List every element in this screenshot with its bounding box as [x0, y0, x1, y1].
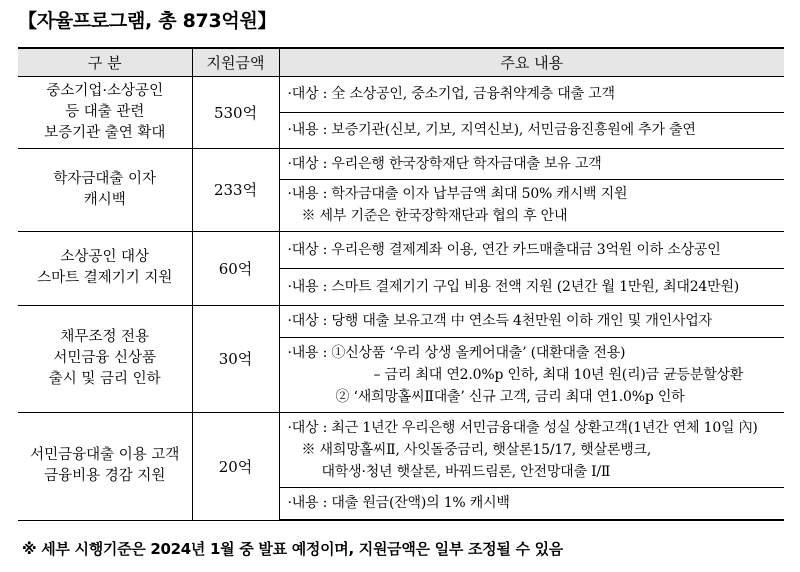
detail-cell	[279, 268, 784, 305]
category-line: 등 대출 관련	[65, 103, 145, 120]
content-subline: ② ‘새희망홀씨Ⅱ대출’ 신규 고객, 금리 최대 연1.0%p 인하	[335, 388, 685, 405]
category-line: 출시 및 금리 인하	[48, 371, 161, 387]
category-cell	[18, 148, 192, 231]
category-line: 보증기관 출연 확대	[44, 124, 166, 141]
detail-cell	[279, 487, 784, 520]
detail-cell	[279, 337, 784, 412]
amount-cell: 20억	[192, 412, 279, 520]
detail-cell	[279, 112, 784, 148]
detail-cell	[279, 179, 784, 231]
content-line: ·대상 : 全 소상공인, 중소기업, 금융취약계층 대출 고객	[287, 86, 615, 102]
header-amount: 지원금액	[192, 48, 279, 76]
target-cell	[279, 76, 784, 112]
amount-cell: 233억	[192, 148, 279, 231]
category-line: 학자금대출 이자	[53, 170, 157, 187]
header-category: 구 분	[18, 48, 192, 76]
content-line: ·대상 : 당행 대출 보유고객 中 연소득 4천만원 이하 개인 및 개인사업자	[287, 313, 712, 329]
table-row	[18, 305, 784, 337]
category-line: 서민금융대출 이용 고객	[30, 447, 180, 463]
amount-cell: 60억	[192, 231, 279, 305]
category-line: 금융비용 경감 지원	[44, 468, 166, 484]
content-note: ※ 세부 기준은 한국장학재단과 협의 후 안내	[301, 208, 568, 224]
content-line: ·내용 : 학자금대출 이자 납부금액 최대 50% 캐시백 지원	[287, 186, 628, 202]
category-line: 서민금융 신상품	[53, 350, 157, 366]
content-line: ·내용 : ①신상품 ‘우리 상생 올케어대출’ (대환대출 전용)	[287, 344, 626, 361]
category-line: 중소기업·소상공인	[46, 82, 164, 99]
amount-cell: 30억	[192, 305, 279, 412]
category-cell	[18, 412, 192, 520]
category-cell	[18, 231, 192, 305]
content-line: ·대상 : 최근 1년간 우리은행 서민금융대출 성실 상환고객(1년간 연체 10일 內)	[287, 419, 758, 436]
category-cell	[18, 76, 192, 148]
category-line: 캐시백	[83, 191, 126, 208]
content-line: ·내용 : 보증기관(신보, 기보, 지역신보), 서민금융진흥원에 추가 출연	[287, 122, 696, 138]
content-note: ※ 새희망홀씨Ⅱ, 사잇돌중금리, 햇살론15/17, 햇살론뱅크,	[301, 441, 652, 458]
amount-cell: 530억	[192, 76, 279, 148]
footnote: ※ 세부 시행기준은 2024년 1월 중 발표 예정이며, 지원금액은 일부 조정될 수 있음	[22, 540, 563, 558]
program-table	[18, 47, 784, 521]
header-content: 주요 내용	[279, 48, 784, 76]
content-subline: – 금리 최대 연2.0%p 인하, 최대 10년 원(리)금 균등분할상환	[373, 366, 744, 383]
category-cell	[18, 305, 192, 412]
target-cell	[279, 305, 784, 337]
category-line: 채무조정 전용	[60, 329, 150, 345]
content-line: ·대상 : 우리은행 한국장학재단 학자금대출 보유 고객	[287, 155, 602, 172]
table-row	[18, 148, 784, 179]
content-line: ·내용 : 스마트 결제기기 구입 비용 전액 지원 (2년간 월 1만원, 최대24만원)	[287, 278, 740, 295]
table-row	[18, 231, 784, 268]
table-header-row	[18, 48, 784, 76]
content-subline: 대학생·청년 햇살론, 바꿔드림론, 안전망대출 Ⅰ/Ⅱ	[321, 463, 611, 480]
document-title: 【자율프로그램, 총 873억원】	[18, 10, 277, 32]
content-line: ·대상 : 우리은행 결제계좌 이용, 연간 카드매출대금 3억원 이하 소상공인	[287, 241, 721, 258]
category-line: 스마트 결제기기 지원	[37, 270, 173, 286]
target-cell	[279, 412, 784, 487]
target-cell	[279, 231, 784, 268]
content-line: ·내용 : 대출 원금(잔액)의 1% 캐시백	[287, 495, 510, 512]
table-row	[18, 76, 784, 112]
target-cell	[279, 148, 784, 179]
category-line: 소상공인 대상	[60, 249, 150, 265]
table-row	[18, 412, 784, 487]
